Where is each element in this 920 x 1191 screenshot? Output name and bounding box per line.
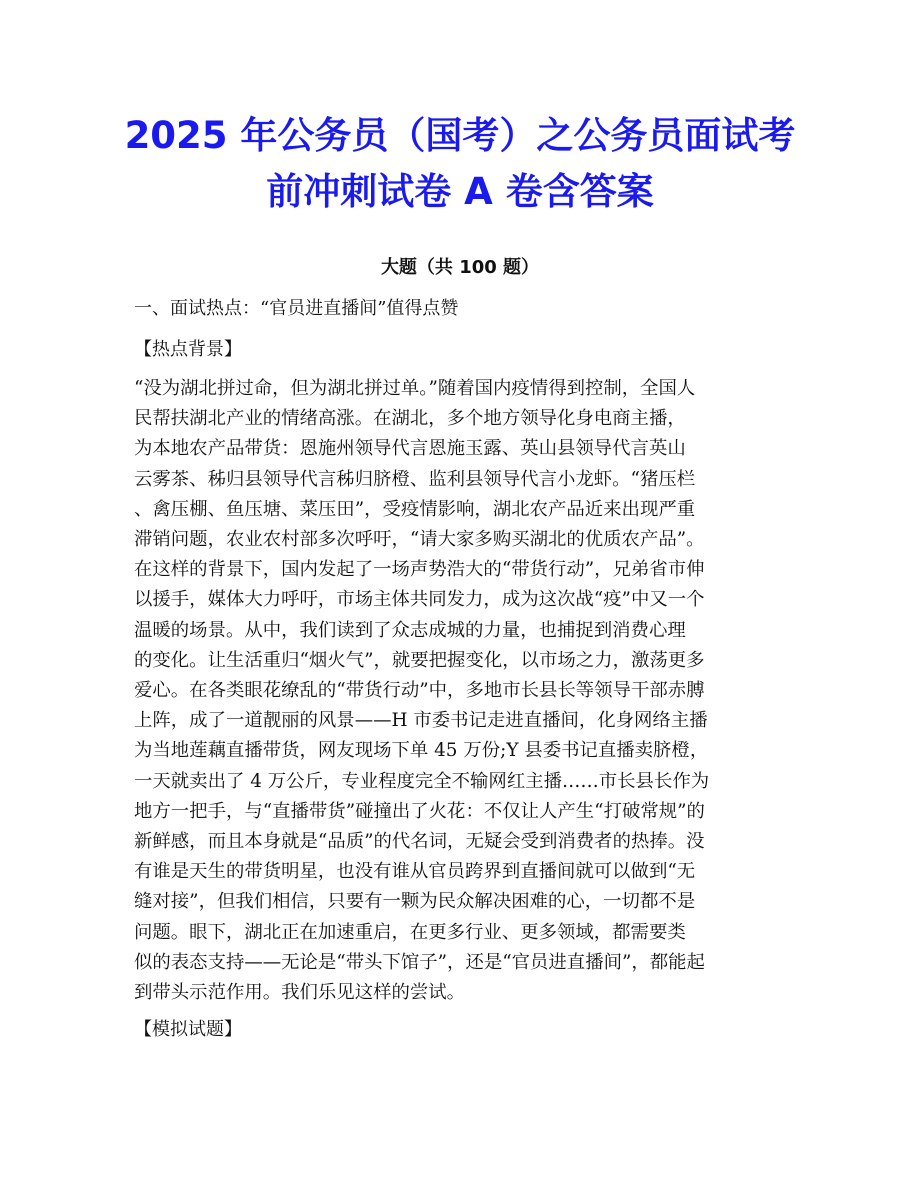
paragraph-line: 一天就卖出了 4 万公斤，专业程度完全不输网红主播……市长县长作为 — [134, 770, 710, 792]
paragraph-line: 民帮扶湖北产业的情绪高涨。在湖北，多个地方领导化身电商主播， — [134, 408, 686, 430]
paragraph-line: 滞销问题，农业农村部多次呼吁，“请大家多购买湖北的优质农产品”。 — [134, 529, 705, 551]
paragraph-line: “没为湖北拼过命，但为湖北拼过单。”随着国内疫情得到控制，全国人 — [134, 378, 696, 399]
title-line-2: 前冲刺试卷 A 卷含答案 — [266, 170, 654, 213]
paragraph-line: 为当地莲藕直播带货，网友现场下单 45 万份;Y 县委书记直播卖脐橙， — [134, 740, 709, 762]
paragraph-line: 爱心。在各类眼花缭乱的“带货行动”中，多地市长县长等领导干部赤膊 — [134, 680, 705, 702]
background-paragraph — [134, 374, 792, 1008]
paragraph-line: 缝对接”，但我们相信，只要有一颗为民众解决困难的心，一切都不是 — [134, 891, 696, 913]
paragraph-line: 有谁是天生的带货明星，也没有谁从官员跨界到直播间就可以做到“无 — [134, 861, 696, 883]
paragraph-line: 温暖的场景。从中，我们读到了众志成城的力量，也捕捉到消费心理 — [134, 619, 686, 641]
paragraph-line: 以援手，媒体大力呼吁，市场主体共同发力，成为这次战“疫”中又一个 — [134, 589, 705, 611]
paragraph-line: 问题。眼下，湖北正在加速重启，在更多行业、更多领域，都需要类 — [134, 921, 686, 943]
paragraph-line: 上阵，成了一道靓丽的风景——H 市委书记走进直播间，化身网络主播 — [134, 710, 708, 732]
paragraph-line: 为本地农产品带货：恩施州领导代言恩施玉露、英山县领导代言英山 — [134, 438, 686, 460]
paragraph-line: 到带头示范作用。我们乐见这样的尝试。 — [134, 982, 466, 1004]
question-title: 一、面试热点：“官员进直播间”值得点赞 — [134, 298, 459, 319]
paragraph-line: 在这样的背景下，国内发起了一场声势浩大的“带货行动”，兄弟省市伸 — [134, 559, 705, 581]
paragraph-line: 、禽压棚、鱼压塘、菜压田”，受疫情影响，湖北农产品近来出现严重 — [134, 498, 696, 520]
title-line-1: 2025 年公务员（国考）之公务员面试考 — [124, 114, 796, 157]
paragraph-line: 似的表态支持——无论是“带头下馆子”，还是“官员进直播间”，都能起 — [134, 951, 705, 973]
document-title — [60, 108, 860, 220]
paragraph-line: 的变化。让生活重归“烟火气”，就要把握变化，以市场之力，激荡更多 — [134, 649, 705, 671]
paragraph-line: 地方一把手，与“直播带货”碰撞出了火花：不仅让人产生“打破常规”的 — [134, 800, 705, 822]
paragraph-line: 云雾茶、秭归县领导代言秭归脐橙、监利县领导代言小龙虾。“猪压栏 — [134, 468, 696, 490]
background-label: 【热点背景】 — [134, 339, 242, 360]
mock-questions-label: 【模拟试题】 — [134, 1019, 242, 1040]
paragraph-line: 新鲜感，而且本身就是“品质”的代名词，无疑会受到消费者的热捧。没 — [134, 831, 705, 853]
section-heading: 大题（共 100 题） — [380, 257, 540, 278]
